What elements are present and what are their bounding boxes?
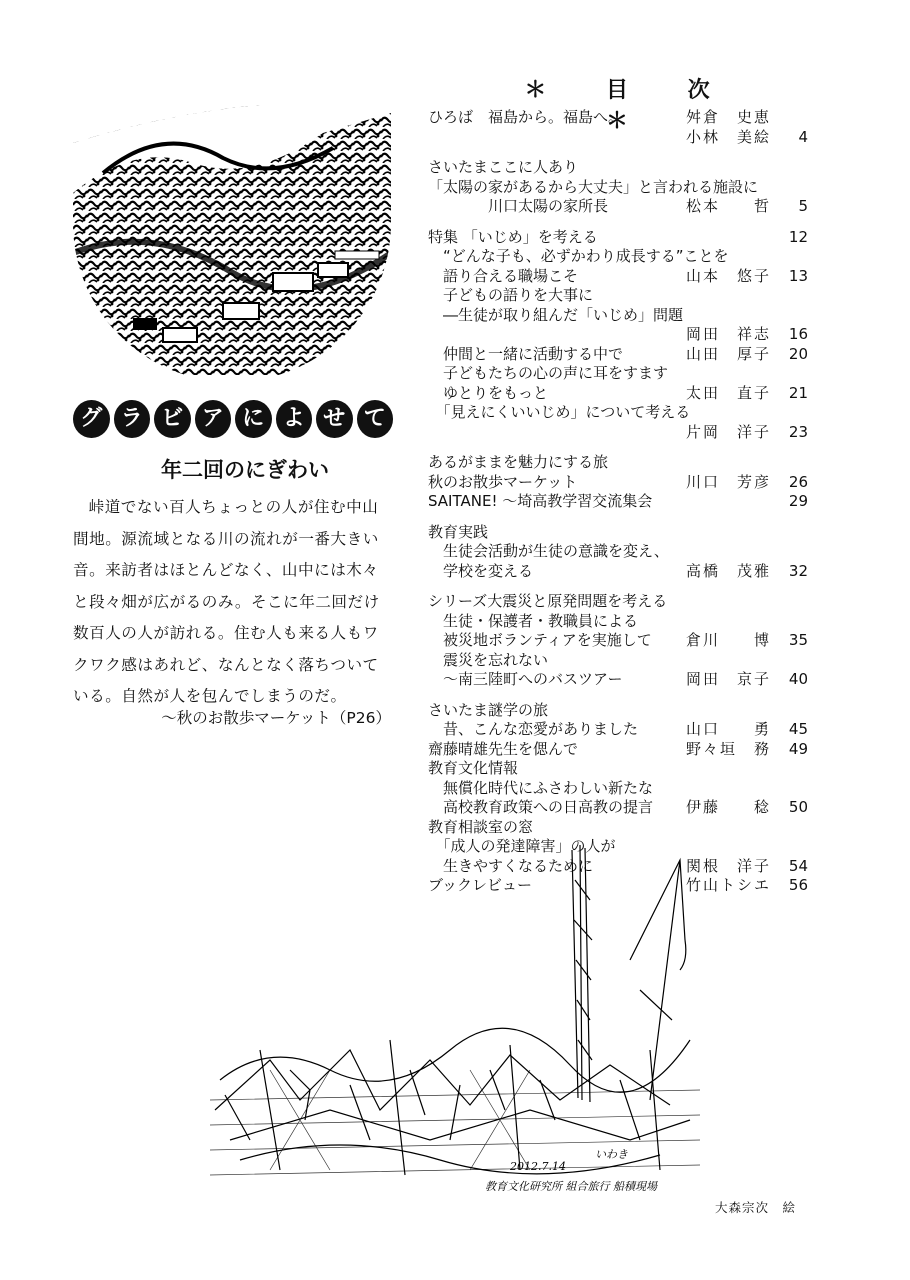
toc-entry-page: 54	[788, 856, 808, 875]
toc-entry-author: 岡田 祥志	[686, 325, 772, 343]
toc-line	[428, 759, 808, 779]
sketch-date: 2012.7.14	[510, 1160, 566, 1173]
toc-line	[428, 158, 808, 178]
toc-entry-title: “どんな子も、必ずかわり成長する”ことを	[428, 247, 729, 265]
toc-entry-title: ブックレビュー	[428, 876, 532, 894]
toc-entry-page: 35	[788, 631, 808, 649]
sketch-place: いわき	[595, 1148, 628, 1161]
debris-sketch	[210, 840, 700, 1202]
toc-entry-title: ―生徒が取り組んだ「いじめ」問題	[428, 305, 684, 324]
toc-entry-title: あるがままを魅力にする旅	[428, 453, 609, 471]
toc-entry-page: 21	[788, 383, 808, 402]
heading-char: せ	[316, 400, 353, 438]
toc-entry-title: 震災を忘れない	[428, 650, 549, 669]
toc-entry-title: 生徒会活動が生徒の意識を変え、	[428, 542, 669, 560]
toc-line	[428, 364, 808, 384]
toc-line	[428, 403, 808, 423]
toc-line	[428, 779, 808, 799]
toc-entry-title: 特集 「いじめ」を考える	[428, 227, 598, 246]
toc-line	[428, 345, 808, 365]
toc-entry-title: 被災地ボランティアを実施して	[428, 631, 652, 649]
toc-entry-author: 山田 厚子	[686, 344, 772, 363]
toc-line	[428, 492, 808, 512]
toc-entry-title: ひろば 福島から。福島へ。	[428, 108, 624, 126]
toc-line	[428, 592, 808, 612]
toc-entry-page: 23	[788, 422, 808, 441]
gravure-body-text: 峠道でない百人ちょっとの人が住む中山間地。源流域となる川の流れが一番大きい音。来訪者はほとんどなく、山中には木々と段々畑が広がるのみ。そこに年二回だけ数百人の人が訪れる。住む人も来る人もワクワク感はあれど、なんとなく落ちついている。自然が人を包んでしまうのだ。	[73, 498, 380, 705]
toc-entry-author: 竹山トシエ	[686, 876, 772, 894]
toc-entry-title: 教育文化情報	[428, 759, 519, 777]
toc-entry-title: 教育相談室の窓	[428, 817, 534, 836]
toc-entry-title: 昔、こんな恋愛がありました	[428, 720, 639, 738]
heading-char: ラ	[114, 400, 151, 438]
toc-entry-title: 「成人の発達障害」の人が	[428, 837, 616, 855]
toc-line	[428, 384, 808, 404]
gravure-subtitle: 年二回のにぎわい	[161, 457, 329, 482]
toc-entry-author: 関根 洋子	[686, 856, 772, 875]
illustration-credit: 大森宗次 絵	[715, 1200, 797, 1215]
toc-entry-title: さいたま謎学の旅	[428, 700, 549, 719]
toc-entry-title: 学校を変える	[428, 561, 534, 580]
toc-line	[428, 128, 808, 148]
toc-entry-author: 川口 芳彦	[686, 472, 772, 491]
toc-entry-author: 片岡 洋子	[686, 422, 772, 441]
toc-line	[428, 651, 808, 671]
gravure-heading	[73, 400, 393, 450]
toc-entry-page: 16	[788, 325, 808, 343]
toc-entry-title: シリーズ大震災と原発問題を考える	[428, 592, 668, 610]
toc-entry-title: 齋藤晴雄先生を偲んで	[428, 739, 579, 758]
toc-entry-title: 「太陽の家があるから大丈夫」と言われる施設に	[428, 177, 759, 196]
toc-gap	[428, 512, 808, 523]
toc-line	[428, 631, 808, 651]
toc-line	[428, 286, 808, 306]
gravure-credit: ～秋のお散歩マーケット（P26）	[161, 709, 391, 727]
toc-entry-page: 45	[788, 720, 808, 738]
toc-line	[428, 670, 808, 690]
toc-gap	[428, 147, 808, 158]
sketch-note: 教育文化研究所 組合旅行 船積現場	[485, 1180, 657, 1193]
toc-line	[428, 306, 808, 326]
toc-line	[428, 542, 808, 562]
toc-line	[428, 453, 808, 473]
toc-entry-title: 子どもたちの心の声に耳をすます	[428, 364, 669, 382]
toc-line	[428, 423, 808, 443]
toc-line	[428, 720, 808, 740]
toc-gap	[428, 690, 808, 701]
toc-entry-page: 56	[788, 876, 808, 894]
table-of-contents	[428, 108, 808, 896]
toc-entry-page: 29	[788, 492, 808, 510]
toc-entry-title: 無償化時代にふさわしい新たな	[428, 778, 654, 797]
heading-char: ビ	[154, 400, 191, 438]
toc-entry-title: 川口太陽の家所長	[428, 197, 609, 215]
toc-entry-title: 子どもの語りを大事に	[428, 286, 594, 304]
toc-entry-author: 松本 哲	[686, 197, 772, 215]
toc-gap	[428, 217, 808, 228]
toc-entry-title: 秋のお散歩マーケット	[428, 472, 578, 491]
toc-entry-page: 50	[788, 798, 808, 816]
toc-line	[428, 523, 808, 543]
toc-entry-title: ～南三陸町へのバスツアー	[428, 670, 623, 688]
toc-entry-page: 12	[788, 227, 808, 246]
heading-char: に	[235, 400, 272, 438]
toc-entry-page: 5	[798, 197, 808, 215]
toc-line	[428, 197, 808, 217]
toc-line	[428, 247, 808, 267]
toc-entry-title: 高校教育政策への日高教の提言	[428, 798, 654, 816]
toc-line	[428, 612, 808, 632]
toc-entry-author: 伊藤 稔	[686, 798, 772, 816]
toc-line	[428, 473, 808, 493]
heading-char: グ	[73, 400, 110, 438]
toc-line	[428, 228, 808, 248]
toc-entry-title: 教育実践	[428, 522, 489, 541]
toc-entry-page: 49	[788, 739, 808, 758]
toc-entry-title: ゆとりをもっと	[428, 383, 549, 402]
toc-entry-author: 山口 勇	[686, 720, 772, 738]
toc-entry-title: SAITANE! ～埼高教学習交流集会	[428, 492, 653, 510]
toc-entry-page: 26	[788, 472, 808, 491]
toc-entry-page: 13	[788, 266, 808, 285]
toc-entry-title: 仲間と一緒に活動する中で	[428, 344, 624, 363]
toc-entry-author: 野々垣 務	[686, 739, 772, 758]
toc-entry-title: 生きやすくなるために	[428, 856, 594, 875]
toc-entry-page: 4	[798, 127, 808, 146]
toc-gap	[428, 581, 808, 592]
toc-entry-title: さいたまここに人あり	[428, 158, 579, 176]
toc-entry-page: 32	[788, 561, 808, 580]
toc-line	[428, 798, 808, 818]
toc-entry-author: 高橋 茂雅	[686, 561, 772, 580]
toc-line	[428, 562, 808, 582]
toc-gap	[428, 442, 808, 453]
toc-entry-page: 20	[788, 344, 808, 363]
toc-entry-title: 「見えにくいいじめ」について考える	[428, 403, 691, 421]
toc-line	[428, 178, 808, 198]
heading-char: て	[357, 400, 394, 438]
landscape-photo	[73, 103, 391, 375]
toc-line	[428, 740, 808, 760]
toc-line	[428, 108, 808, 128]
toc-line	[428, 701, 808, 721]
toc-entry-author: 山本 悠子	[686, 266, 772, 285]
toc-line	[428, 325, 808, 345]
toc-line	[428, 818, 808, 838]
toc-entry-title: 語り合える職場こそ	[428, 266, 579, 285]
toc-entry-title: 生徒・保護者・教職員による	[428, 611, 639, 630]
toc-entry-author: 倉川 博	[686, 631, 772, 649]
heading-char: ア	[195, 400, 232, 438]
toc-line	[428, 267, 808, 287]
toc-title: ＊ 目 次 ＊	[524, 78, 736, 134]
toc-entry-author: 小林 美絵	[686, 127, 772, 146]
toc-entry-author: 太田 直子	[686, 383, 772, 402]
heading-char: よ	[276, 400, 313, 438]
toc-entry-page: 40	[788, 670, 808, 688]
toc-entry-author: 岡田 京子	[686, 670, 772, 688]
toc-entry-author: 舛倉 史恵	[686, 108, 772, 126]
